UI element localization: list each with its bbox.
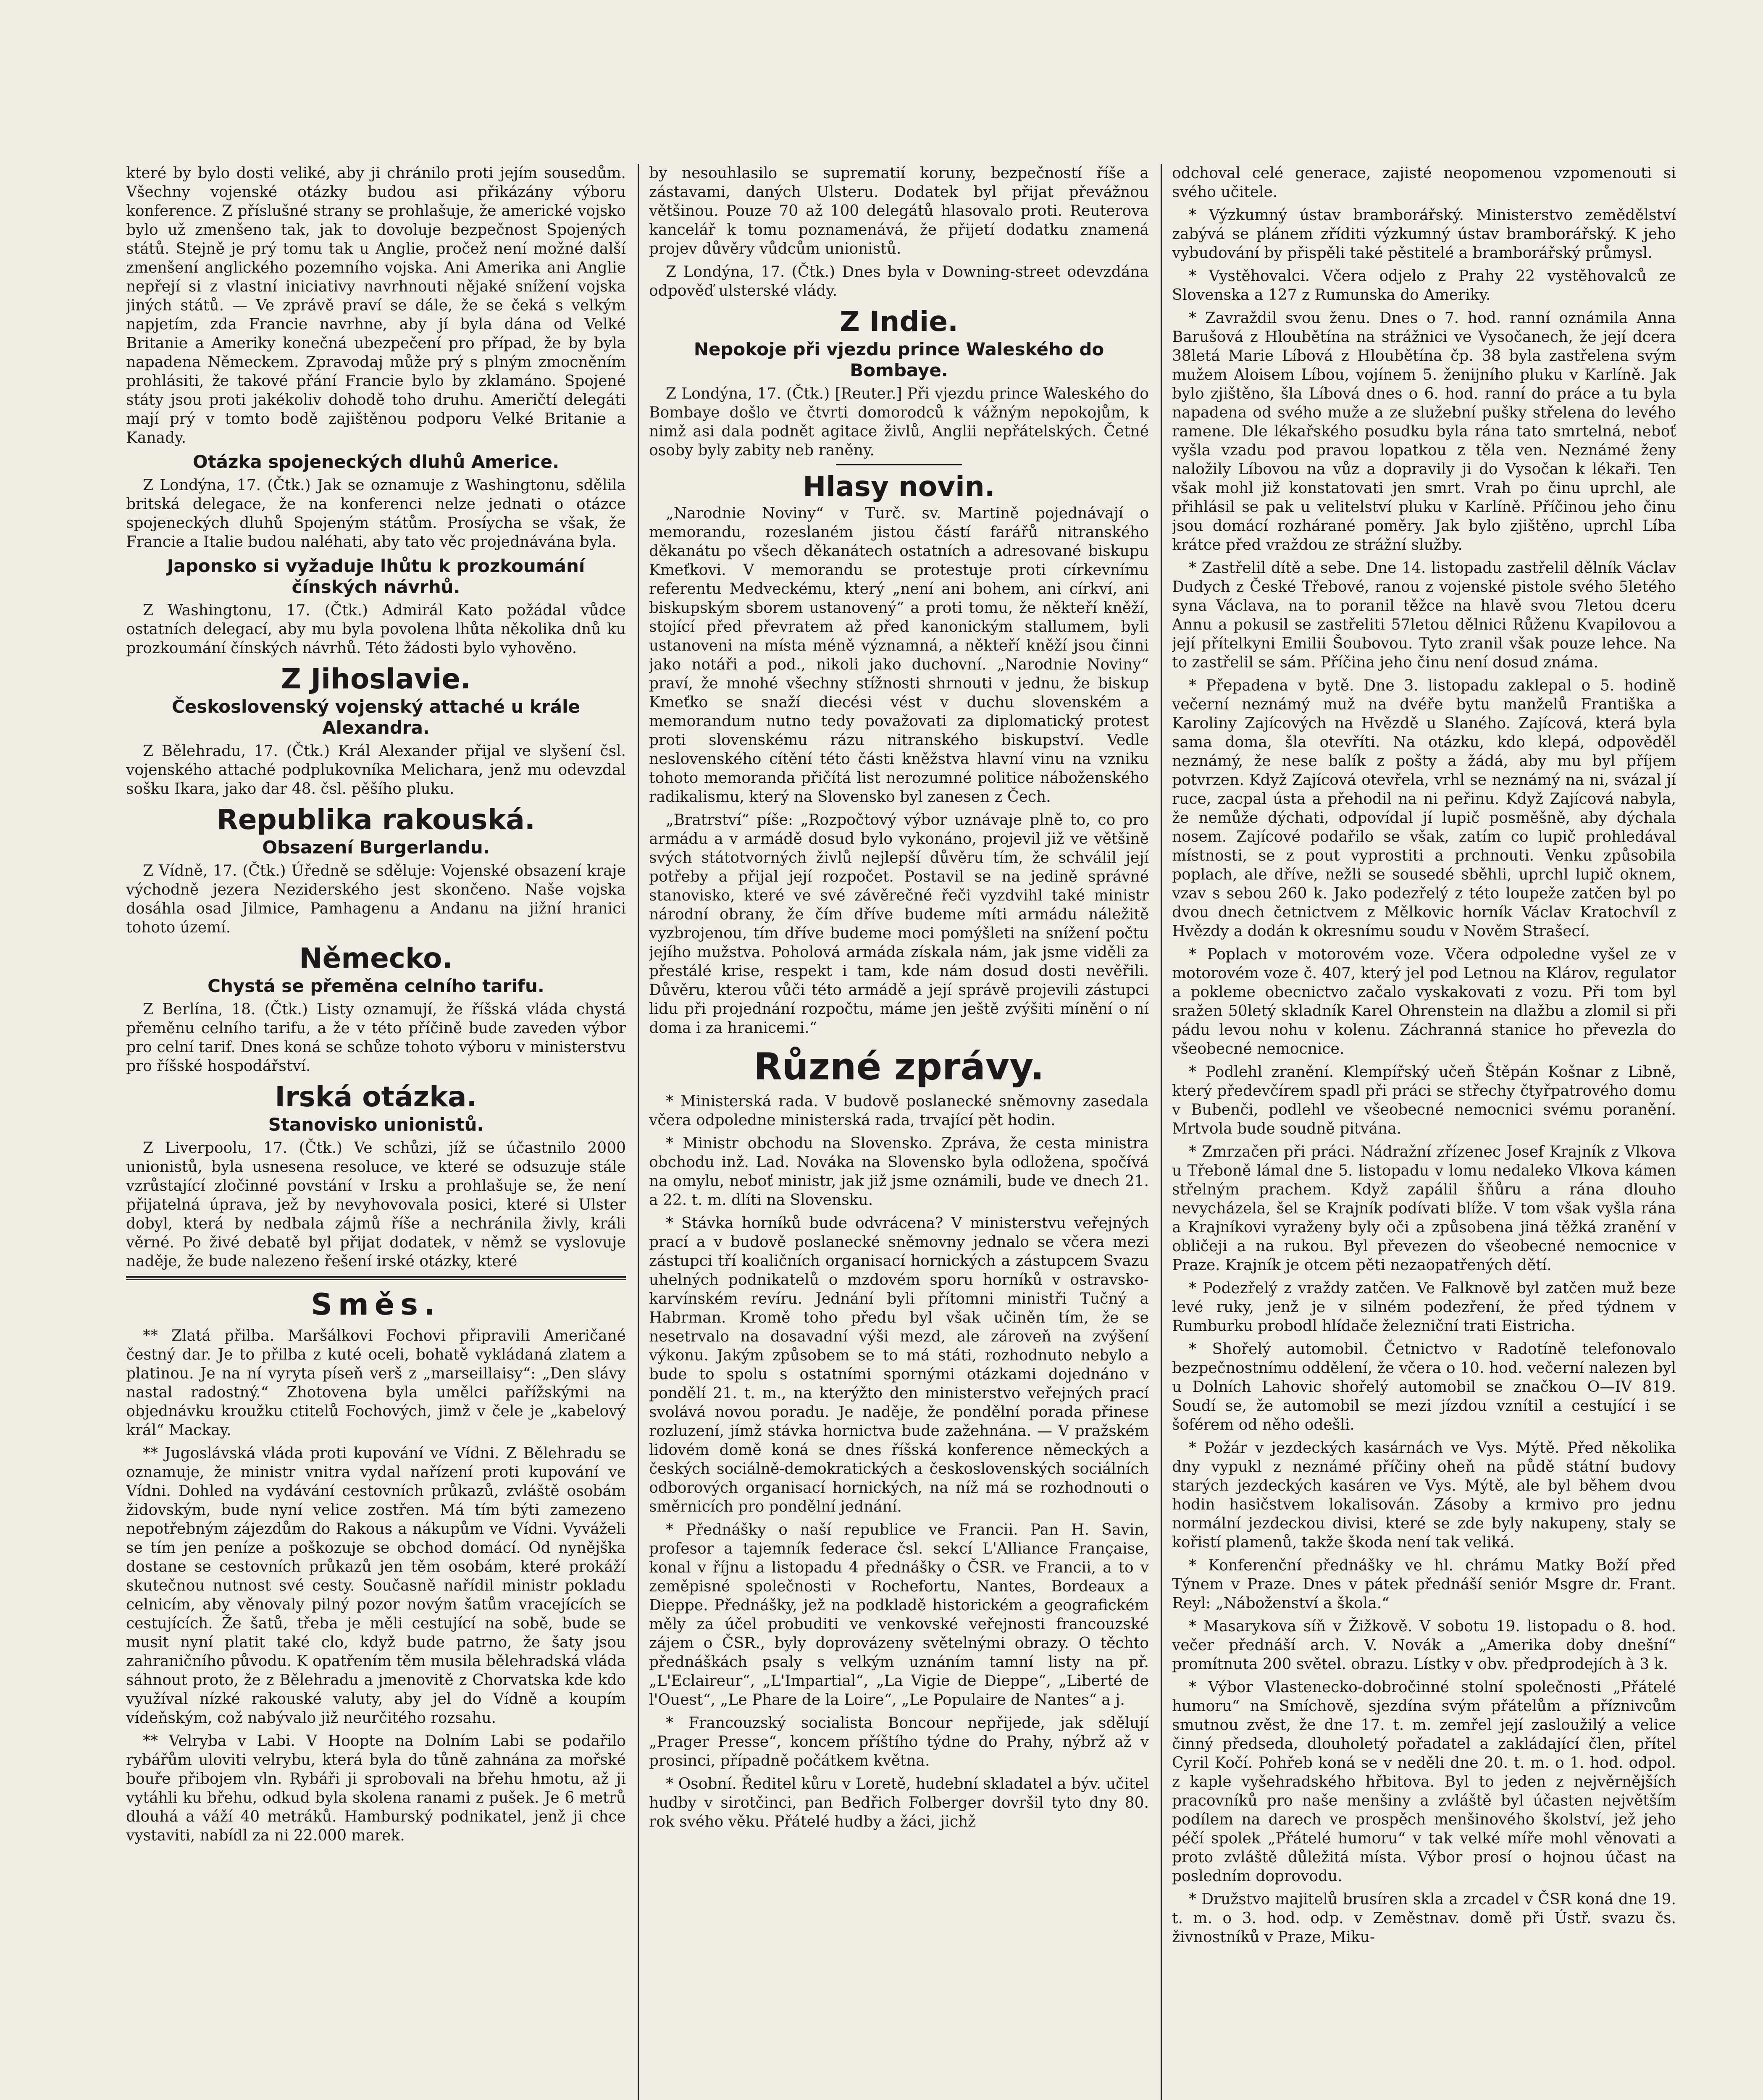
article-paragraph: * Konferenční přednášky ve hl. chrámu Matky Boží před Týnem v Praze. Dnes v pátek přednáší seniór Msgre dr. Frant. Reyl: „Náboženství a škola.“ bbox=[1172, 1557, 1676, 1612]
article-paragraph: Z Washingtonu, 17. (Čtk.) Admirál Kato požádal vůdce ostatních delegací, aby mu byla povolena lhůta několika dnů ku prozkoumání čínských návrhů. Této žádosti bylo vyhověno. bbox=[126, 602, 626, 657]
section-heading: Německo. bbox=[299, 942, 453, 974]
article-headline: Obsazení Burgerlandu. bbox=[262, 837, 490, 858]
column-divider bbox=[638, 164, 639, 2100]
article-paragraph: * Zastřelil dítě a sebe. Dne 14. listopadu zastřelil dělník Václav Dudych z České Třebové, ranou z vojenské pistole svého 5letého syna Václava, na to poranil těžce na hlavě svou 7letou dceru Annu a pokusil se zastřeliti 57letou dělnici Růženu Kvapilovou a její přítelkyni Emilii Šoubovou. Tyto zranil však pouze lehce. Na to zastřelil se sám. Příčina jeho činu není dosud známa. bbox=[1172, 559, 1676, 671]
section-heading: Z Jihoslavie. bbox=[281, 663, 471, 695]
article-paragraph: * Francouzský socialista Boncour nepřijede, jak sdělují „Prager Presse“, koncem příštího týdne do Prahy, nýbrž až v prosinci, případně počátkem května. bbox=[649, 1714, 1149, 1769]
article-paragraph: * Vystěhovalci. Včera odjelo z Prahy 22 vystěhovalců ze Slovenska a 127 z Rumunska do Ameriky. bbox=[1172, 268, 1676, 304]
article-headline: Chystá se přeměna celního tarifu. bbox=[208, 976, 544, 996]
article-paragraph: * Zavraždil svou ženu. Dnes o 7. hod. ranní oznámila Anna Barušová z Hloubětína na strážnici ve Vysočanech, že její dcera 38letá Marie Líbová z Hloubětína čp. 38 byla zastřelena svým mužem Aloisem Líbou, vojínem 5. ženijního pluku v Karlíně. Jak bylo zjištěno, šla Líbová dnes o 6. hod. ranní do práce a tu byla napadena od svého muže a ze služební pušky střelena do levého ramene. Dle lékařského posudku byla rána tato smrtelná, neboť vyšla vzadu pod pravou lopatkou z těla ven. Neznámé ženy naložily Líbovou na vůz a dopravily ji do Vysočan k lékaři. Ten však mohl již konstatovati jen smrt. Vrah po činu uprchl, ale přihlásil se pak u velitelství pluku v Karlíně. Příčinou jeho činu jsou domácí rozhárané poměry. Jak bylo zjištěno, uprchl Líba krátce před vraždou ze strážní služby. bbox=[1172, 310, 1676, 554]
article-headline: Otázka spojeneckých dluhů Americe. bbox=[192, 452, 560, 472]
section-heading: Republika rakouská. bbox=[216, 803, 536, 836]
article-paragraph: * Přednášky o naší republice ve Francii. Pan H. Savin, profesor a tajemník federace čsl. sekcí L'Alliance Française, konal v říjnu a listopadu 4 přednášky o ČSR. ve Francii, a to v zeměpisné společnosti v Rochefortu, Nantes, Bordeaux a Dieppe. Přednášky, jež na podkladě historickém a geografickém měly za účel probuditi ve venkovské veřejnosti francouzské zájem o ČSR., byly doprovázeny světelnými obrazy. O těchto přednáškách psaly s velkým uznáním tamní listy na př. „L'Eclaireur“, „L'Impartial“, „La Vigie de Dieppe“, „Liberté de l'Ouest“, „Le Phare de la Loire“, „Le Populaire de Nantes“ a j. bbox=[649, 1521, 1149, 1709]
article-paragraph: Z Liverpoolu, 17. (Čtk.) Ve schůzi, jíž se účastnilo 2000 unionistů, byla usnesena resoluce, ve které se odsuzuje stále vzrůstající zločinné povstání v Irsku a prohlašuje se, že není přijatelná úprava, jež by nevyhovovala posici, které si Ulster dobyl, která by nedbala zájmů říše a nechránila živly, králi věrné. Po živé debatě byl přijat dodatek, v němž se vyslovuje naděje, že bude nalezeno řešení irské otázky, které bbox=[126, 1139, 626, 1270]
column-divider bbox=[1161, 164, 1162, 2100]
article-paragraph: Z Londýna, 17. (Čtk.) [Reuter.] Při vjezdu prince Waleského do Bombaye došlo ve čtvrti domorodců k vážným nepokojům, k nimž asi dala podnět agitace živlů, Anglii nepřátelských. Četné osoby byly zabity neb raněny. bbox=[649, 385, 1149, 459]
article-paragraph: * Podezřelý z vraždy zatčen. Ve Falknově byl zatčen muž beze levé ruky, jenž je v silném podezření, že před týdnem v Rumburku probodl hlídače železniční trati Eistricha. bbox=[1172, 1280, 1676, 1335]
article-paragraph: * Zmrzačen při práci. Nádražní zřízenec Josef Krajník z Vlkova u Třeboně lámal dne 5. listopadu v lomu nedaleko Vlkova kámen střelným prachem. Když zapálil šňůru a rána dlouho nevycházela, šel se Krajník podívati blíže. V tom však vyšla rána a Krajníkovi vyraženy byly oči a způsobena jiná těžká zranění v obličeji a na rukou. Byl převezen do všeobecné nemocnice v Praze. Krajník je otcem pěti nezaopatřených dětí. bbox=[1172, 1143, 1676, 1274]
column-3 bbox=[1172, 164, 1676, 2100]
article-paragraph: * Ministerská rada. V budově poslanecké sněmovny zasedala včera odpoledne ministerská rada, trvající pět hodin. bbox=[649, 1093, 1149, 1129]
section-heading-smes: Směs. bbox=[311, 1287, 441, 1322]
article-paragraph: * Masarykova síň v Žižkově. V sobotu 19. listopadu o 8. hod. večer přednáší arch. V. Novák a „Amerika doby dnešní“ promítnuta 200 světel. obrazu. Lístky v obv. předprodejích à 3 k. bbox=[1172, 1618, 1676, 1673]
article-paragraph: * Přepadena v bytě. Dne 3. listopadu zaklepal o 5. hodině večerní neznámý muž na dvéře bytu manželů Františka a Karoliny Zajícových na Hvězdě u Slaného. Zajícová, která byla sama doma, šla otevříti. Na otázku, kdo klepá, odpověděl neznámý, že nese balík z pošty a žádá, aby mu byl příjem potvrzen. Když Zajícová otevřela, vrhl se neznámý na ni, svázal jí ruce, zacpal ústa a přehodil na ni peřinu. Když Zajícová nabyla, že nemůže dýchati, odpovídal jí lupič posměšně, aby dýchala nosem. Zajícové podařilo se však, zatím co lupič prohledával místnosti, se z pout vyprostiti a prchnouti. Venku způsobila poplach, ale dříve, nežli se sousedé sběhli, uprchl lupič oknem, vzav s sebou 260 k. Jako podezřelý z této loupeže zatčen byl po dvou dnech četnictvem z Mělkovic horník Václav Kratochvíl z Hvězdy a dodán k okresnímu soudu v Nověm Strašecí. bbox=[1172, 677, 1676, 940]
article-paragraph: ** Jugoslávská vláda proti kupování ve Vídni. Z Bělehradu se oznamuje, že ministr vnitra vydal nařízení proti kupování ve Vídni. Dohled na vydávání cestovních průkazů, zvláště osobám židovským, bude nyní velice zostřen. Má tím býti zamezeno nepotřebným zájezdům do Rakous a nákupům ve Vídni. Vyváželi se tím jen peníze a poškozuje se obchod domácí. Od nynějška dostane se cestovních průkazů jen těm osobám, které prokáží skutečnou nutnost své cesty. Současně nařídil ministr pokladu celnicím, aby věnovaly pilný pozor novým šatům vracejících se cestujících. Že šatů, třeba je měli cestující na sobě, bude se musit nyní platit také clo, když bude patrno, že šaty jsou zahraničního původu. K opatřením těm musila bělehradská vláda sáhnout proto, že z Bělehradu a jmenovitě z Chorvatska kde kdo využíval nízké rakouské valuty, aby jel do Vídně a koupím vídeňským, což nabývalo již neurčitého rozsahu. bbox=[126, 1445, 626, 1727]
article-paragraph: * Výzkumný ústav bramborářský. Ministerstvo zemědělství zabývá se plánem zříditi výzkumný ústav bramborářský. K jeho vybudování by přispěli také pěstitelé a bramborářský průmysl. bbox=[1172, 207, 1676, 262]
article-paragraph: ** Zlatá přilba. Maršálkovi Fochovi připravili Američané čestný dar. Je to přilba z kuté oceli, bohatě vykládaná zlatem a platinou. Je na ní vyryta píseň verš z „marseillaisy“: „Den slávy nastal radostný.“ Zhotovena byla umělci pařížskými na objednávku kroužku ctitelů Fochových, jimž v čele je „kabelový král“ Mackay. bbox=[126, 1327, 626, 1439]
article-paragraph: by nesouhlasilo se suprematií koruny, bezpečností říše a zástavami, daných Ulsteru. Dodatek byl přijat převážnou většinou. Pouze 70 až 100 delegátů hlasovalo proti. Reuterova kancelář k tomu poznamenává, že přijetí dodatku znamená projev důvěry vůdcům unionistů. bbox=[649, 165, 1149, 257]
article-headline: Japonsko si vyžaduje lhůtu k prozkoumání čínských návrhů. bbox=[167, 556, 585, 597]
article-paragraph: odchoval celé generace, zajisté neopomenou vzpomenouti si svého učitele. bbox=[1172, 165, 1676, 201]
article-paragraph: „Narodnie Noviny“ v Turč. sv. Martině pojednávají o memorandu, rozeslaném jistou částí farářů nitranského děkanátu po všech děkanátech ostatních a adresované biskupu Kmeťkovi. V memorandu se protestuje proti církevnímu referentu Medveckému, který „není ani bohem, ani církví, ani biskupským sborem ustanovený“ a proti tomu, že někteří kněží, stojící před převratem až před kanonickým stallumem, byli ustanoveni na místa méně významná, a někteří kněží jsou činni jako notáři a pod., nikoli jako duchovní. „Narodnie Noviny“ praví, že mnohé všechny stížnosti shrnouti v jednu, že biskup Kmeťko se snaží diecési vést v duchu slovenském a memorandum nutno tedy považovati za diplomatický protest proti slovenskému rázu nitranského biskupství. Vedle neslovenského cítění této části kněžstva hlavní vinu na vzniku tohoto memoranda přičítá list nerozumné politice náboženského radikalismu, který na Slovensko byl zanesen z Čech. bbox=[649, 505, 1149, 806]
column-2 bbox=[649, 164, 1149, 2100]
article-paragraph: Z Londýna, 17. (Čtk.) Jak se oznamuje z Washingtonu, sdělila britská delegace, že na konferenci nelze jednati o otázce spojeneckých dluhů Spojeným státům. Prosíycha se však, že Francie a Italie budou naléhati, aby tato věc projednávána byla. bbox=[126, 477, 626, 551]
article-paragraph: Z Londýna, 17. (Čtk.) Dnes byla v Downing-street odevzdána odpověď ulsterské vlády. bbox=[649, 263, 1149, 299]
article-paragraph: Z Berlína, 18. (Čtk.) Listy oznamují, že říšská vláda chystá přeměnu celního tarifu, a že v této příčině bude zaveden výbor pro celní tarif. Dnes koná se schůze tohoto výboru v ministerstvu pro říšské hospodářství. bbox=[126, 1001, 626, 1075]
newspaper-page bbox=[126, 164, 1676, 2100]
article-paragraph: * Podlehl zranění. Klempířský učeň Štěpán Košnar z Libně, který předevčírem spadl při práci se střechy čtyřpatrového domu v Bubenči, podlehl ve všeobecné nemocnici svému poranění. Mrtvola bude soudně pitvána. bbox=[1172, 1063, 1676, 1137]
section-heading: Hlasy novin. bbox=[803, 470, 995, 503]
article-paragraph: * Výbor Vlastenecko-dobročinné stolní společnosti „Přátelé humoru“ na Smíchově, sjezdína svým přátelům a příznivcům smutnou zvěst, že dne 17. t. m. zemřel její zasloužilý a velice činný předseda, dlouholetý pořadatel a zakládající člen, přítel Cyril Kočí. Pohřeb koná se v neděli dne 20. t. m. o 1. hod. odpol. z kaple vyšehradského hřbitova. Byl to jeden z nejvěrnějších pracovníků pro naše menšiny a zvláště byl účasten největším podílem na darech ve prospěch menšinového školství, jež jeho péčí spolek „Přátelé humoru“ v tak velké míře mohl věnovati a proto zvláště důležitá místa. Výbor prosí o hojnou účast na posledním doprovodu. bbox=[1172, 1679, 1676, 1885]
article-paragraph: * Osobní. Ředitel kůru v Loretě, hudební skladatel a býv. učitel hudby v sirotčinci, pan Bedřich Folberger dovršil tyto dny 80. rok svého věku. Přátelé hudby a žáci, jichž bbox=[649, 1775, 1149, 1830]
article-paragraph: * Ministr obchodu na Slovensko. Zpráva, že cesta ministra obchodu inž. Lad. Nováka na Slovensko byla odložena, spočívá na omylu, neboť ministr, jak již jsme oznámili, bude ve dnech 21. a 22. t. m. dlíti na Slovensku. bbox=[649, 1135, 1149, 1209]
article-headline: Stanovisko unionistů. bbox=[268, 1114, 484, 1135]
article-paragraph: * Družstvo majitelů brusíren skla a zrcadel v ČSR koná dne 19. t. m. o 3. hod. odp. v Zeměstnav. domě při Ústř. svazu čs. živnostníků v Praze, Miku- bbox=[1172, 1891, 1676, 1946]
article-paragraph: * Shořelý automobil. Četnictvo v Radotíně telefonovalo bezpečnostnímu oddělení, že včera o 10. hod. večerní nalezen byl u Dolních Lahovic shořelý automobil se značkou O—IV 819. Soudí se, že automobil se mezi jízdou vznítil a cestující i se šoférem od něho odešli. bbox=[1172, 1341, 1676, 1433]
article-paragraph: Z Bělehradu, 17. (Čtk.) Král Alexander přijal ve slyšení čsl. vojenského attaché podplukovníka Melichara, jenž mu odevzdal sošku Ikara, jako dar 48. čsl. pěšího pluku. bbox=[126, 743, 626, 798]
section-heading-large: Různé zprávy. bbox=[754, 1045, 1044, 1088]
double-rule bbox=[126, 1276, 626, 1280]
article-paragraph: * Stávka horníků bude odvrácena? V ministerstvu veřejných prací a v budově poslanecké sněmovny jednalo se včera mezi zástupci tří koaličních organisací hornických a zástupcem Svazu uhelných podnikatelů o mzdovém sporu horníků v ostravsko-karvínském revíru. Jednání byli přítomni ministři Tučný a Habrman. Kromě toho předu byl však učiněn tím, že se nesetrvalo na dosavadní výši mezd, ale zároveň na zvýšení výkonu. Jakým způsobem se to má státi, rozhodnuto nebylo a bude to spolu s ostatními spornými otázkami dojednáno v pondělí 21. t. m., na kterýžto den ministerstvo veřejných prací svolává novou poradu. Je naděje, že pondělní porada přinese rozluzení, jímž stávka hornictva bude zažehnána. — V pražském lidovém domě koná se dnes říšská konference německých a českých sociálně-demokratických a československých sociálních odborových organisací hornických, na níž má se rozhodnouti o směrnicích pro pondělní jednání. bbox=[649, 1215, 1149, 1515]
article-paragraph: ** Velryba v Labi. V Hoopte na Dolním Labi se podařilo rybářům uloviti velrybu, která byla do tůně zahnána za mořské bouře přibojem vln. Rybáři ji sprobovali na břehu hmotu, až ji vytáhli ku břehu, odkud byla skolena ranami z pušek. Je 6 metrů dlouhá a váží 40 metráků. Hamburský podnikatel, jenž ji chce vystaviti, nabídl za ni 22.000 marek. bbox=[126, 1732, 626, 1844]
article-headline: Československý vojenský attaché u krále Alexandra. bbox=[172, 696, 580, 738]
article-paragraph: které by bylo dosti veliké, aby ji chránilo proti jejím sousedům. Všechny vojenské otázky budou asi přikázány výboru konference. Z příslušné strany se prohlašuje, že americké vojsko bylo už zmenšeno tak, jak to dovoluje bezpečnost Spojených států. Stejně je prý tomu tak u Anglie, pročež není možné další zmenšení anglického pozemního vojska. Ani Amerika ani Anglie nepřejí si z vlastní iniciativy navrhnouti nějaké snížení vojska jiných států. — Ve zprávě praví se dále, že se čeká s velkým napjetím, zda Francie navrhne, aby jí byla dána od Velké Britanie a Ameriky konečná ubezpečení pro případ, že by byla napadena Německem. Zpravodaj může prý s plným zmocněním prohlásiti, že takové přání Francie bylo by zklamáno. Spojené státy jsou proti jakékoliv dohodě toho druhu. Američtí delegáti mají prý v tomto bodě zajištěnou podporu Velké Britanie a Kanady. bbox=[126, 165, 626, 446]
section-heading: Z Indie. bbox=[839, 305, 959, 338]
article-paragraph: * Požár v jezdeckých kasárnách ve Vys. Mýtě. Před několika dny vypukl z neznámé příčiny oheň na půdě státní budovy starých jezdeckých kasáren ve Vys. Mýtě, ale byl během dvou hodin hasičstvem lokalisován. Zásoby a krmivo pro jednu normální jezdeckou divisi, které se zde byly nakupeny, staly se kořistí plamenů, takže škoda není tak veliká. bbox=[1172, 1439, 1676, 1551]
short-rule bbox=[836, 464, 962, 465]
print-speck bbox=[849, 928, 850, 929]
article-paragraph: „Bratrství“ píše: „Rozpočtový výbor uznávaje plně to, co pro armádu a v armádě dosud bylo vykonáno, projevil již ve většině svých státotvorných živlů nejlepší důvěru tím, že schválil její potřeby a přijal její rozpočet. Postavil se na jedině správné stanovisko, které ve své závěrečné řeči vyzdvihl také ministr národní obrany, že čím dříve budeme míti armádu náležitě vyzbrojenou, tím dříve budeme moci pomýšleti na snížení počtu jejího mužstva. Poholová armáda získala nám, jak jsme viděli za přestálé krise, respekt i tam, kde nám dosud dosti nevěřili. Důvěru, kterou vůči této armádě a její správě projevili zástupci lidu při projednání rozpočtu, máme jen ještě zvýšiti mínění o ní doma i za hranicemi.“ bbox=[649, 811, 1149, 1037]
article-paragraph: Z Vídně, 17. (Čtk.) Úředně se sděluje: Vojenské obsazení kraje východně jezera Neziderského jest skončeno. Naše vojska dosáhla osad Jilmice, Pamhagenu a Andanu na jižní hranici tohoto území. bbox=[126, 862, 626, 936]
column-1 bbox=[126, 164, 626, 2100]
article-headline: Nepokoje při vjezdu prince Waleského do Bombaye. bbox=[694, 339, 1104, 381]
section-heading: Irská otázka. bbox=[275, 1081, 477, 1113]
article-paragraph: * Poplach v motorovém voze. Včera odpoledne vyšel ze v motorovém voze č. 407, který jel pod Letnou na Klárov, regulator a pokleme obecnictvo začalo vyskakovati z vozu. Při tom byl sražen 50letý skladník Karel Ohrenstein na dlažbu a zlomil si při pádu levou nohu v kolenu. Záchranná stanice ho převezla do všeobecné nemocnice. bbox=[1172, 946, 1676, 1058]
